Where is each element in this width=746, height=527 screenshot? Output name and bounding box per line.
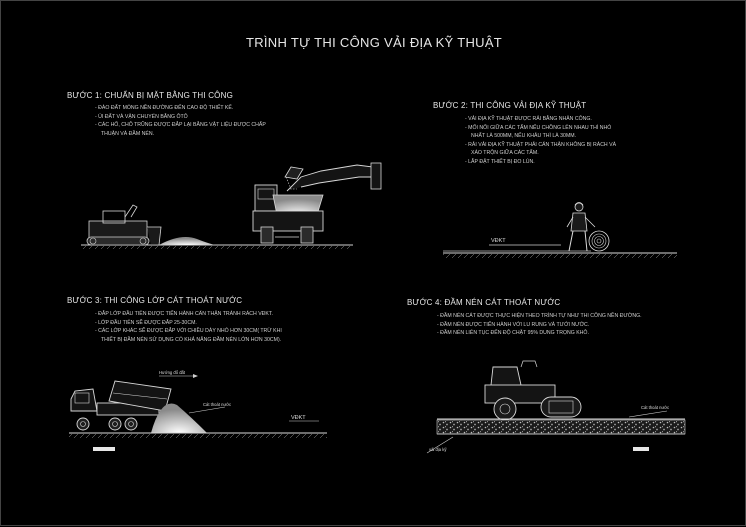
soil-pile (159, 237, 215, 245)
step-3-heading: BƯỚC 3: THI CÔNG LỚP CÁT THOÁT NƯỚC (67, 296, 243, 305)
step-1-heading: BƯỚC 1: CHUẨN BỊ MẶT BẰNG THI CÔNG (67, 91, 233, 100)
step-2-illustration (443, 203, 677, 259)
dump-truck-icon (253, 185, 323, 243)
step-2-note: - RẢI VẢI ĐỊA KỸ THUẬT PHẢI CẨN THẬN KHÔNG BỊ RÁCH VÀ (465, 141, 617, 148)
step-2-note: XÁO TRỘN GIỮA CÁC TẤM. (471, 150, 539, 157)
ground-hatch (81, 246, 353, 249)
sand-label: Cát thoát nước (203, 402, 232, 407)
road-roller-icon (485, 361, 581, 420)
step-1-note: - ỦI ĐẤT VÀ VẬN CHUYỂN BẰNG ÔTÔ (95, 113, 188, 120)
fabric-label: VĐKT (291, 415, 306, 421)
fabric-roll-icon (589, 231, 609, 251)
step-4-note: - ĐẦM NÉN LIÊN TỤC ĐẾN ĐỘ CHẶT 95% DUNG TRỌNG KHÔ. (437, 330, 589, 337)
scale-bar (633, 447, 649, 451)
step-1-note: - ĐÀO ĐẤT MÓNG NỀN ĐƯỜNG ĐẾN CAO ĐỘ THIẾT KẾ. (95, 105, 234, 111)
step-2-heading: BƯỚC 2: THI CÔNG VẢI ĐỊA KỸ THUẬT (433, 101, 587, 110)
drawing-title: TRÌNH TỰ THI CÔNG VẢI ĐỊA KỸ THUẬT (245, 35, 503, 50)
step-3-illustration (69, 370, 327, 451)
step-2-note: - LẮP ĐẶT THIẾT BỊ ĐO LÚN. (465, 158, 535, 165)
step-3-note: - CÁC LỚP KHÁC SẼ ĐƯỢC ĐẮP VỚI CHIỀU DÀY NHỎ HƠN 30CM( TRỪ KHI (95, 328, 282, 335)
step-1-illustration (81, 163, 381, 249)
step-3-note: THIẾT BỊ ĐẦM NÉN SỬ DỤNG CÓ KHẢ NĂNG ĐẦM NÉN LỚN HƠN 30CM). (101, 336, 282, 343)
step-3-note: - LỚP ĐẦU TIÊN SẼ ĐƯỢC ĐẮP 25-30CM. (95, 319, 197, 326)
step-4-illustration (427, 361, 685, 453)
ground-hatch (69, 434, 327, 438)
scale-bar (93, 447, 115, 451)
step-2-note: - MỐI NỐI GIỮA CÁC TẤM NẾU CHỒNG LÊN NHAU THÌ NHỎ (465, 124, 612, 131)
step-1-note: THUẬN VÀ ĐẦM NÉN. (101, 130, 155, 137)
drawing-canvas (1, 1, 746, 527)
worker-icon (567, 203, 595, 252)
dump-direction-label: Hướng đổ đất (159, 370, 186, 375)
step-2-note: NHẤT LÀ 500MM, NẾU KHÂU THÌ LÀ 30MM. (471, 133, 577, 140)
step-3-note: - ĐẮP LỚP ĐẦU TIÊN ĐƯỢC TIẾN HÀNH CẨN THẬN TRÁNH RÁCH VĐKT. (95, 311, 273, 317)
step-1-note: - CÁC HỐ, CHỖ TRŨNG ĐƯỢC ĐẮP LẠI BẰNG VẬT LIỆU ĐƯỢC CHẤP (95, 122, 266, 129)
sand-layer (437, 420, 685, 434)
bulldozer-icon (87, 205, 161, 245)
sand-label: Cát thoát nước (641, 405, 670, 410)
step-4-note: - ĐẦM NÉN CÁT ĐƯỢC THỰC HIỆN THEO TRÌNH TỰ NHƯ THI CÔNG NỀN ĐƯỜNG. (437, 313, 642, 319)
step-2-note: - VẢI ĐỊA KỸ THUẬT ĐƯỢC RẢI BẰNG NHÂN CÔNG. (465, 116, 592, 122)
fabric-label: vải địa kỹ (429, 447, 447, 452)
ground-hatch (443, 254, 677, 258)
step-4-note: - ĐẦM NÉN ĐƯỢC TIẾN HÀNH VỚI LU RUNG VÀ TƯỚI NƯỚC. (437, 321, 590, 328)
step-4-heading: BƯỚC 4: ĐẦM NÉN CÁT THOÁT NƯỚC (407, 298, 561, 307)
fabric-label: VĐKT (491, 238, 506, 244)
excavator-arm-icon (285, 163, 381, 191)
